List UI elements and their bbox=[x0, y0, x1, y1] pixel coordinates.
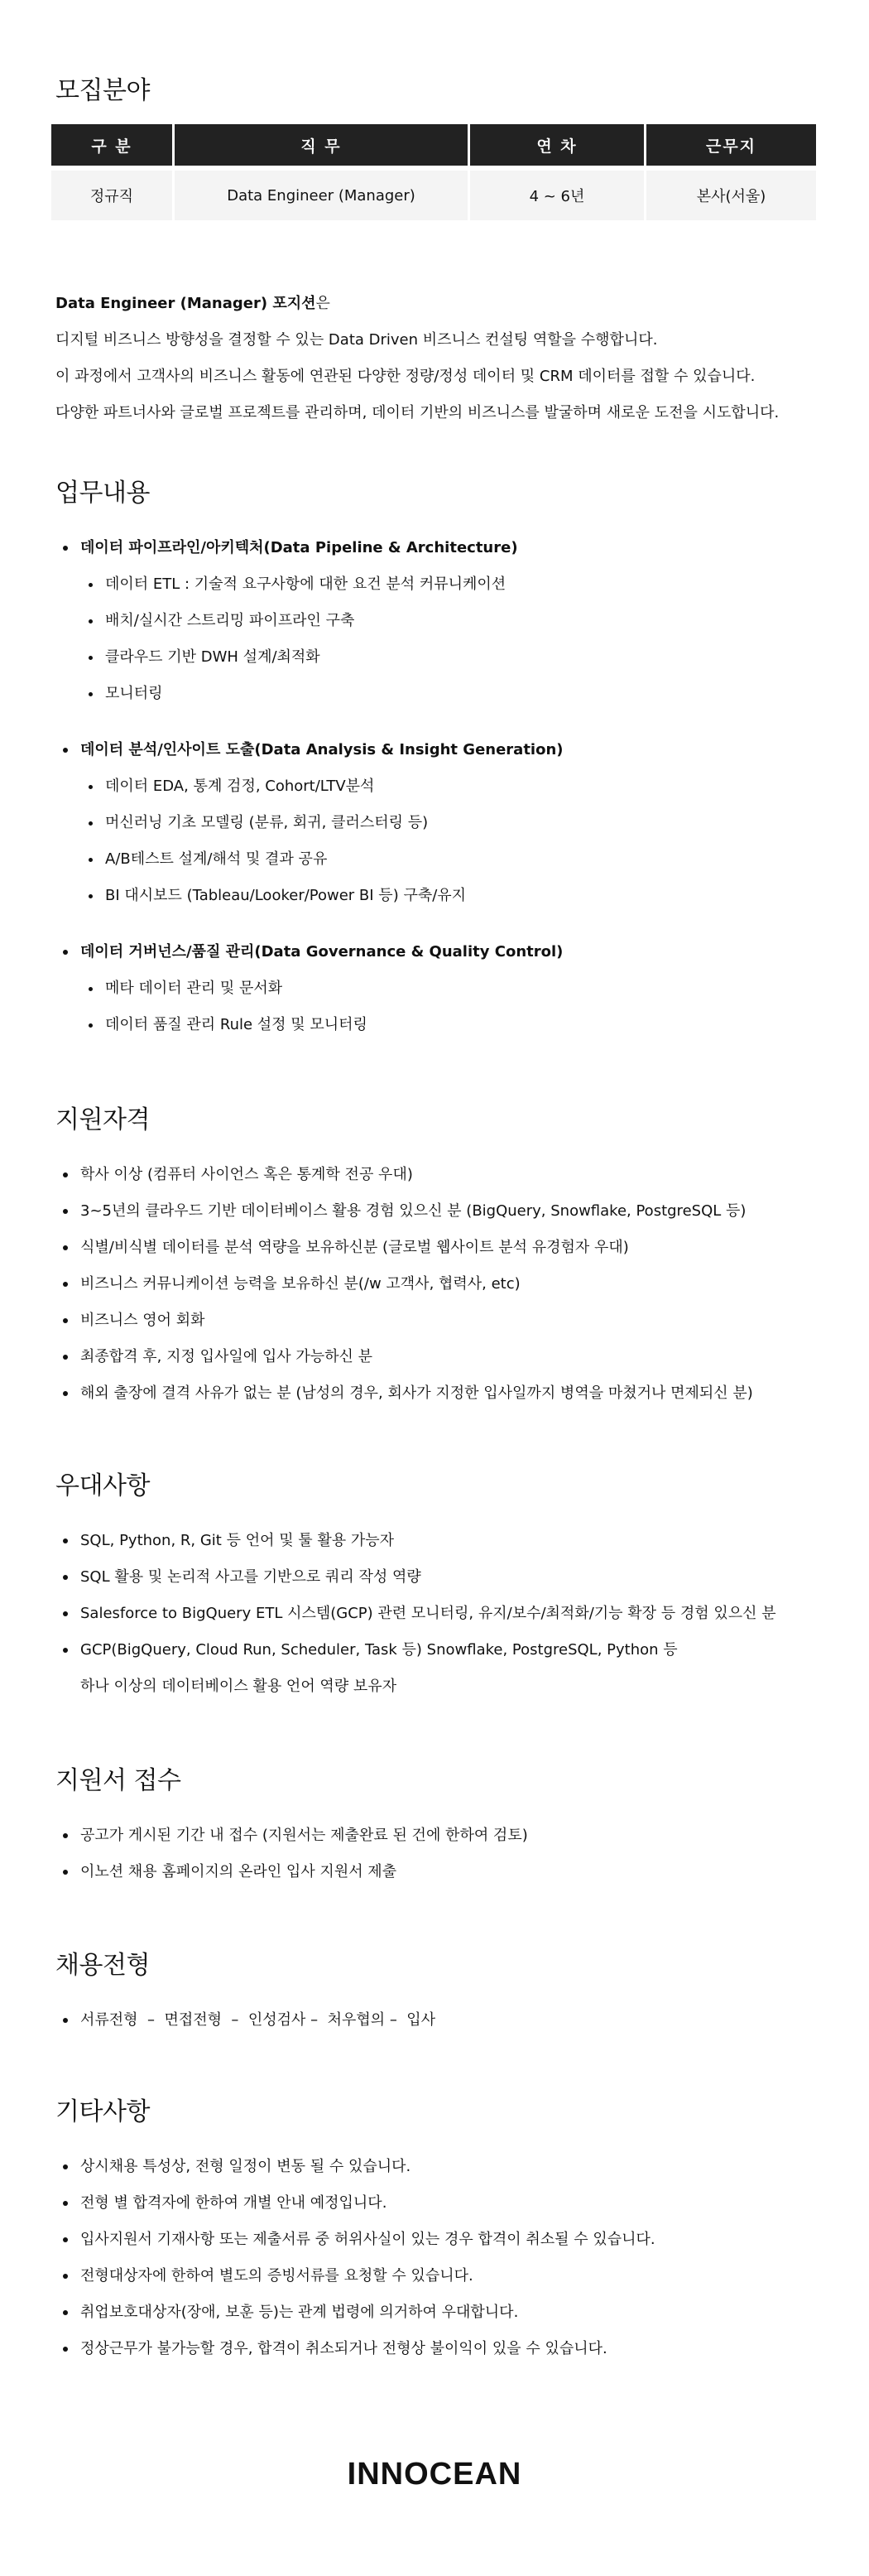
intro-line: 이 과정에서 고객사의 비즈니스 활동에 연관된 다양한 정량/정성 데이터 및 CRM 데이터를 접할 수 있습니다. bbox=[55, 368, 756, 385]
recruit-section bbox=[55, 76, 833, 106]
intro-section bbox=[55, 286, 833, 431]
application-section bbox=[55, 1766, 833, 1890]
etc-section bbox=[55, 2097, 833, 2367]
list-item: 데이터 ETL : 기술적 요구사항에 대한 요건 분석 커뮤니케이션 bbox=[80, 566, 833, 603]
list-item: 학사 이상 (컴퓨터 사이언스 혹은 통계학 전공 우대) bbox=[55, 1157, 833, 1193]
list-item: 배치/실시간 스트리밍 파이프라인 구축 bbox=[80, 603, 833, 639]
process-title: 채용전형 bbox=[55, 1951, 150, 1980]
list-item: A/B테스트 설계/해석 및 결과 공유 bbox=[80, 841, 833, 878]
duty-group bbox=[55, 732, 833, 914]
recruit-table bbox=[49, 124, 819, 220]
duty-group-label: 데이터 거버넌스/품질 관리(Data Governance & Quality Control) bbox=[80, 943, 564, 961]
position-name: Data Engineer (Manager) 포지션 bbox=[55, 295, 316, 312]
table-row bbox=[51, 166, 816, 220]
intro-heading bbox=[55, 286, 833, 322]
duty-sublist bbox=[80, 768, 833, 914]
duties-section bbox=[55, 479, 833, 1043]
list-item-text: GCP(BigQuery, Cloud Run, Scheduler, Task 등) Snowflake, PostgreSQL, Python 등 bbox=[80, 1641, 678, 1659]
position-suffix: 은 bbox=[315, 295, 330, 312]
list-item: 입사지원서 기재사항 또는 제출서류 중 허위사실이 있는 경우 합격이 취소될 수 있습니다. bbox=[55, 2222, 833, 2258]
list-item: 서류전형 – 면접전형 – 인성검사 – 처우협의 – 입사 bbox=[55, 2002, 833, 2039]
cell-location: 본사(서울) bbox=[646, 166, 816, 220]
etc-title: 기타사항 bbox=[55, 2097, 150, 2126]
list-item: SQL 활용 및 논리적 사고를 기반으로 쿼리 작성 역량 bbox=[55, 1559, 833, 1596]
list-item: 해외 출장에 결격 사유가 없는 분 (남성의 경우, 회사가 지정한 입사일까지 병역을 마쳤거나 면제되신 분) bbox=[55, 1375, 833, 1412]
list-item: 식별/비식별 데이터를 분석 역량을 보유하신분 (글로벌 웹사이트 분석 유경험자 우대) bbox=[55, 1230, 833, 1266]
intro-line: 다양한 파트너사와 글로벌 프로젝트를 관리하며, 데이터 기반의 비즈니스를 발굴하며 새로운 도전을 시도합니다. bbox=[55, 404, 780, 421]
list-item: 데이터 EDA, 통계 검정, Cohort/LTV분석 bbox=[80, 768, 833, 805]
duty-group bbox=[55, 530, 833, 712]
preferred-section bbox=[55, 1471, 833, 1705]
list-item: 전형 별 합격자에 한하여 개별 안내 예정입니다. bbox=[55, 2185, 833, 2222]
list-item: SQL, Python, R, Git 등 언어 및 툴 활용 가능자 bbox=[55, 1523, 833, 1559]
list-item: 메타 데이터 관리 및 문서화 bbox=[80, 970, 833, 1007]
header-location: 근무지 bbox=[646, 124, 816, 166]
cell-experience: 4 ~ 6년 bbox=[470, 166, 644, 220]
header-role: 직 무 bbox=[175, 124, 468, 166]
cell-category: 정규직 bbox=[51, 166, 172, 220]
duty-group bbox=[55, 934, 833, 1043]
list-item: 머신러닝 기초 모델링 (분류, 회귀, 클러스터링 등) bbox=[80, 805, 833, 841]
list-item: Salesforce to BigQuery ETL 시스템(GCP) 관련 모니터링, 유지/보수/최적화/기능 확장 등 경험 있으신 분 bbox=[55, 1596, 833, 1632]
application-title: 지원서 접수 bbox=[55, 1766, 181, 1795]
list-item bbox=[55, 1632, 833, 1705]
list-item: 최종합격 후, 지정 입사일에 입사 가능하신 분 bbox=[55, 1339, 833, 1375]
intro-line: 디지털 비즈니스 방향성을 결정할 수 있는 Data Driven 비즈니스 컨설팅 역할을 수행합니다. bbox=[55, 331, 658, 349]
recruit-title: 모집분야 bbox=[55, 76, 150, 105]
qualifications-list bbox=[55, 1157, 833, 1412]
duties-list bbox=[55, 530, 833, 1043]
duty-sublist bbox=[80, 566, 833, 712]
application-list bbox=[55, 1818, 833, 1890]
list-item: 3~5년의 클라우드 기반 데이터베이스 활용 경험 있으신 분 (BigQuery, Snowflake, PostgreSQL 등) bbox=[55, 1193, 833, 1230]
process-section bbox=[55, 1951, 833, 2039]
duty-group-label: 데이터 파이프라인/아키텍처(Data Pipeline & Architecture) bbox=[80, 539, 518, 556]
list-item: 정상근무가 불가능할 경우, 합격이 취소되거나 전형상 불이익이 있을 수 있습니다. bbox=[55, 2331, 833, 2367]
qualifications-title: 지원자격 bbox=[55, 1105, 150, 1134]
list-item: 데이터 품질 관리 Rule 설정 및 모니터링 bbox=[80, 1007, 833, 1043]
preferred-title: 우대사항 bbox=[55, 1471, 150, 1500]
list-item: 비즈니스 영어 회화 bbox=[55, 1302, 833, 1339]
list-item: 비즈니스 커뮤니케이션 능력을 보유하신 분(/w 고객사, 협력사, etc) bbox=[55, 1266, 833, 1302]
qualifications-section bbox=[55, 1105, 833, 1412]
duty-sublist bbox=[80, 970, 833, 1043]
list-item: 클라우드 기반 DWH 설계/최적화 bbox=[80, 639, 833, 676]
recruit-table-header bbox=[51, 124, 816, 166]
list-item: 모니터링 bbox=[80, 676, 833, 712]
etc-list bbox=[55, 2149, 833, 2367]
list-item: 전형대상자에 한하여 별도의 증빙서류를 요청할 수 있습니다. bbox=[55, 2258, 833, 2294]
list-item: 이노션 채용 홈페이지의 온라인 입사 지원서 제출 bbox=[55, 1854, 833, 1890]
list-item-continuation: 하나 이상의 데이터베이스 활용 언어 역량 보유자 bbox=[80, 1678, 397, 1695]
duties-title: 업무내용 bbox=[55, 479, 150, 508]
list-item: 취업보호대상자(장애, 보훈 등)는 관계 법령에 의거하여 우대합니다. bbox=[55, 2294, 833, 2331]
list-item: BI 대시보드 (Tableau/Looker/Power BI 등) 구축/유지 bbox=[80, 878, 833, 914]
process-list bbox=[55, 2002, 833, 2039]
list-item: 공고가 게시된 기간 내 접수 (지원서는 제출완료 된 건에 한하여 검토) bbox=[55, 1818, 833, 1854]
preferred-list bbox=[55, 1523, 833, 1705]
header-experience: 연 차 bbox=[470, 124, 644, 166]
innocean-logo: INNOCEAN bbox=[347, 2457, 522, 2492]
header-category: 구 분 bbox=[51, 124, 172, 166]
cell-role: Data Engineer (Manager) bbox=[175, 166, 468, 220]
list-item: 상시채용 특성상, 전형 일정이 변동 될 수 있습니다. bbox=[55, 2149, 833, 2185]
duty-group-label: 데이터 분석/인사이트 도출(Data Analysis & Insight Generation) bbox=[80, 741, 564, 758]
